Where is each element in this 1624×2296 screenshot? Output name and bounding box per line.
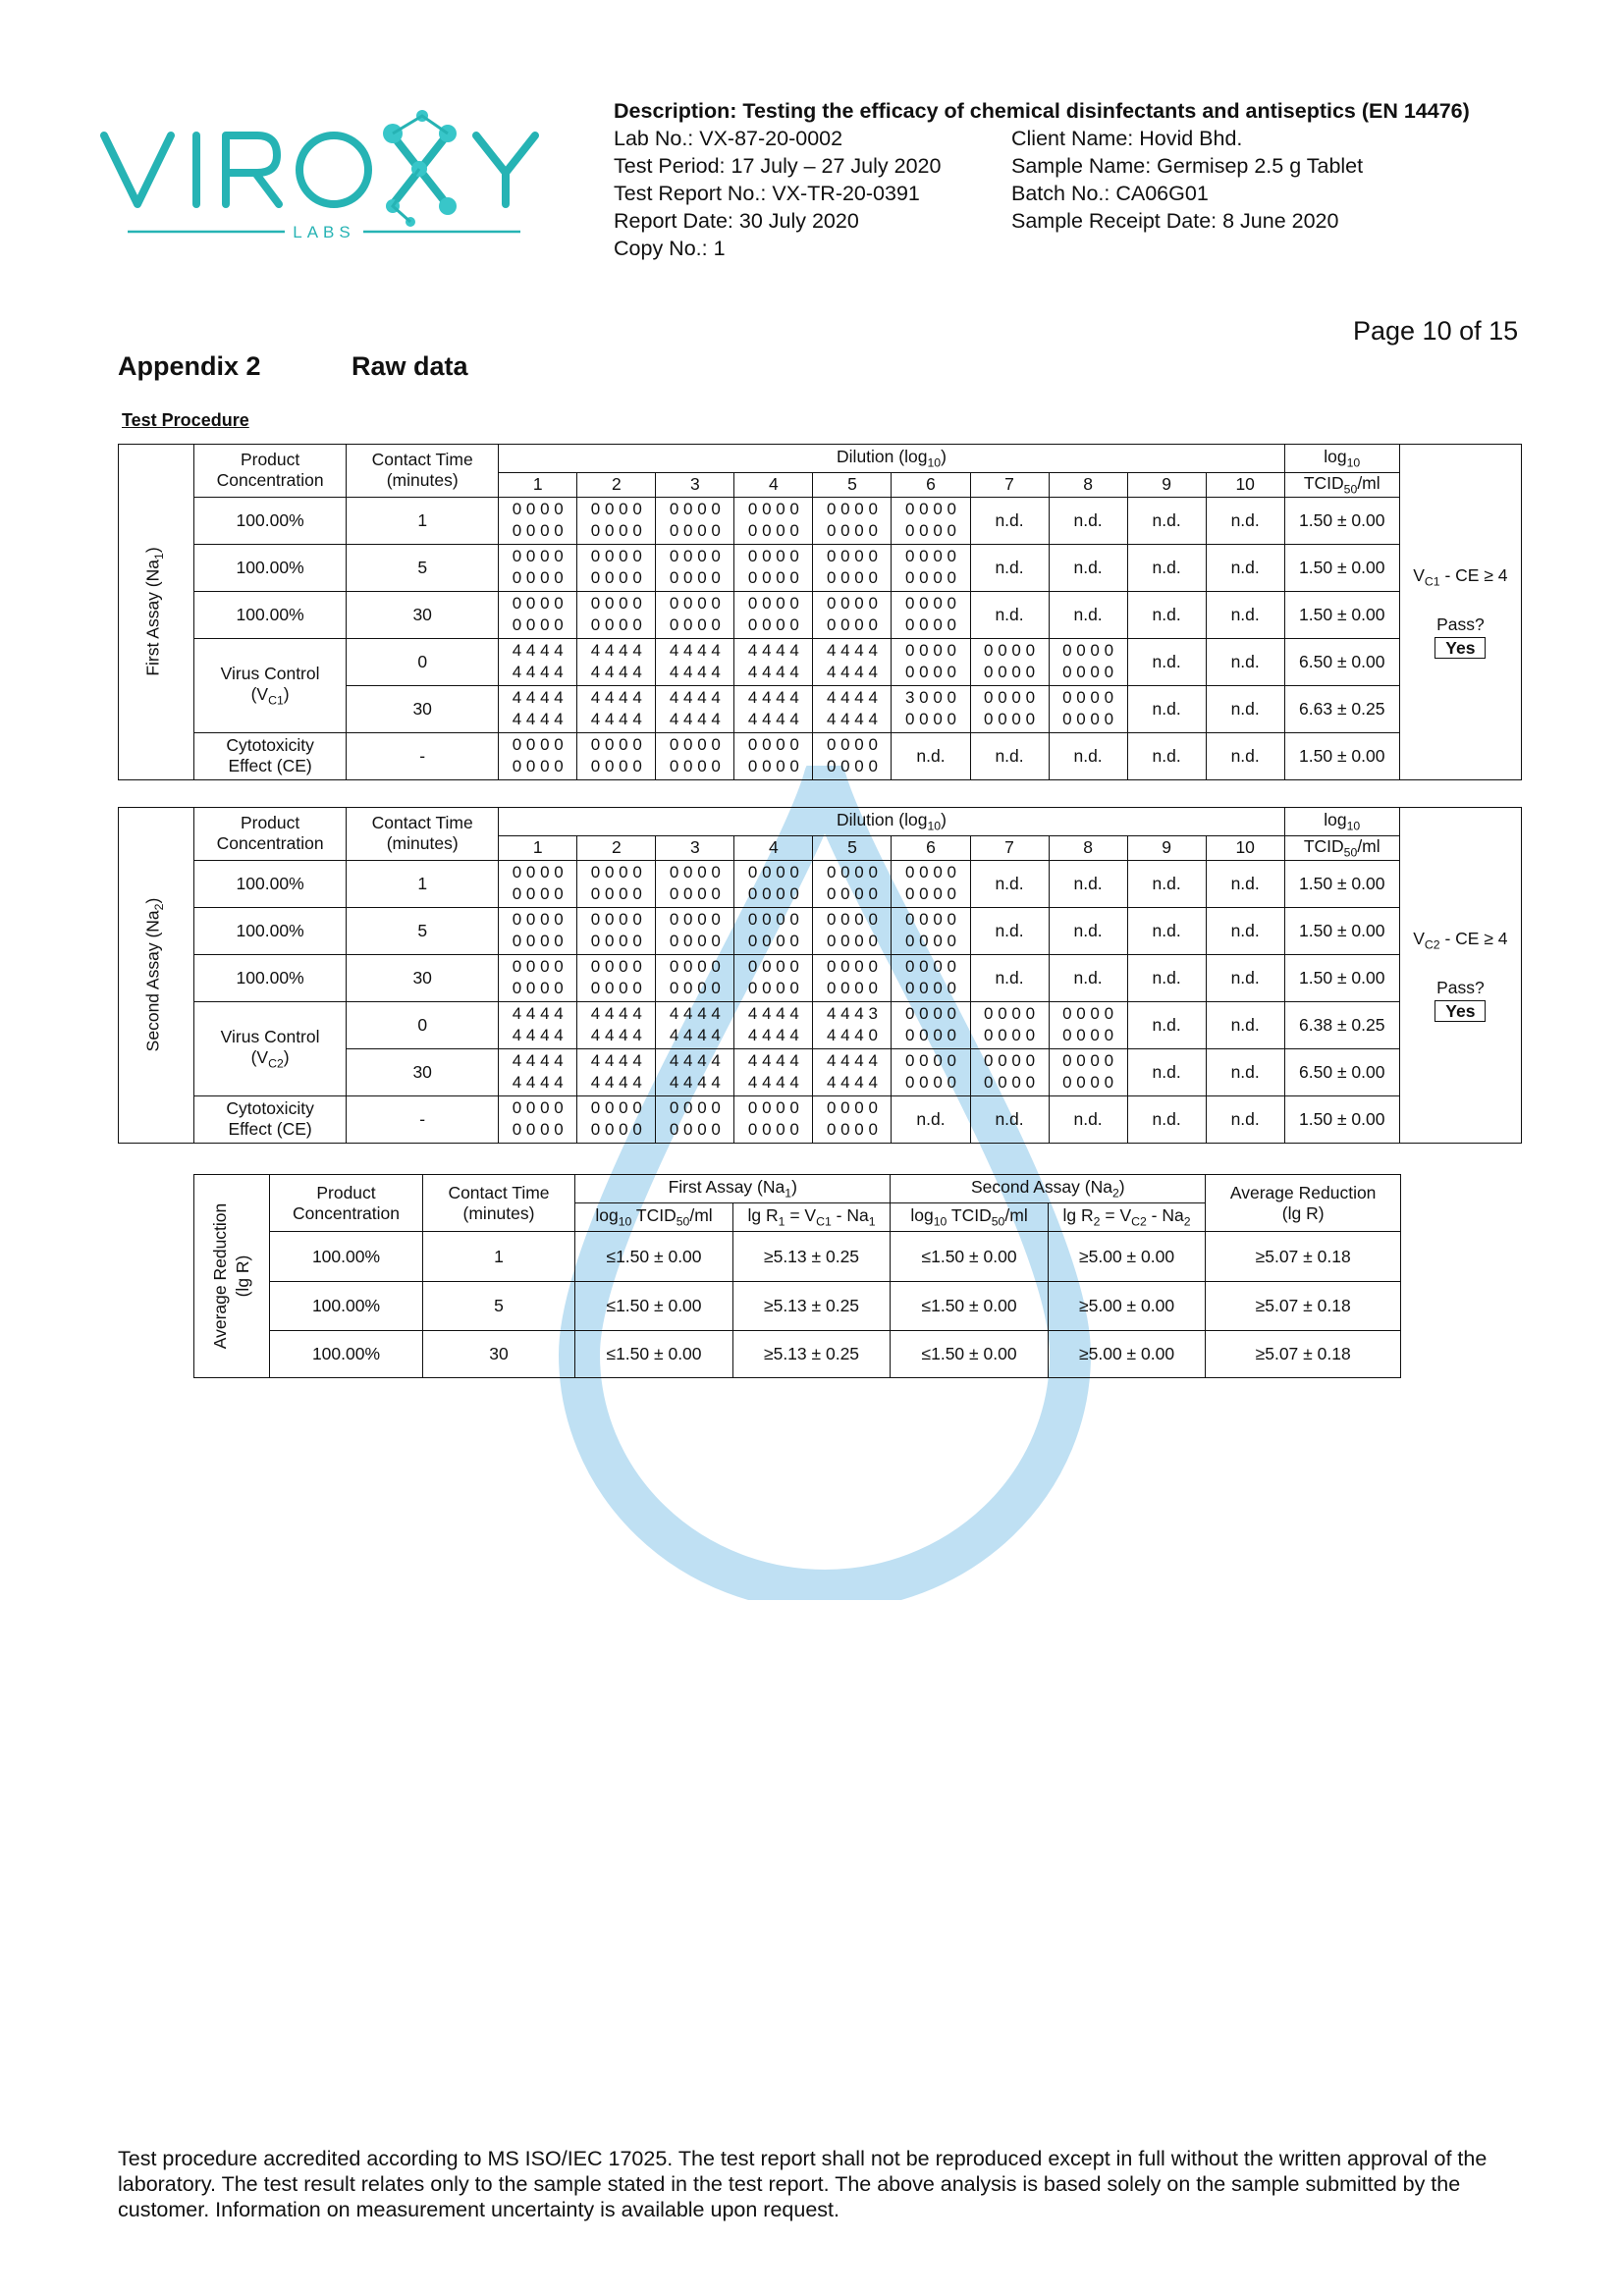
not-determined: n.d. xyxy=(1127,732,1206,779)
summary-r2: ≥5.00 ± 0.00 xyxy=(1048,1232,1206,1282)
dilution-num-10: 10 xyxy=(1206,473,1284,498)
summary-conc: 100.00% xyxy=(270,1282,423,1331)
well-readings: 4 4 4 4 4 4 4 4 xyxy=(499,685,577,732)
client-name: Client Name: Hovid Bhd. xyxy=(1011,127,1243,150)
dilution-num-9: 9 xyxy=(1127,836,1206,861)
summary-h-contact-2: (minutes) xyxy=(462,1202,535,1223)
row-tcid: 1.50 ± 0.00 xyxy=(1284,860,1399,907)
col-tcid: $TCID_{50}/ml$ xyxy=(1284,836,1399,861)
row-tcid: 1.50 ± 0.00 xyxy=(1284,591,1399,638)
row-tcid: 6.38 ± 0.25 xyxy=(1284,1001,1399,1048)
summary-header-first: First Assay $(Na_1)$ xyxy=(668,1177,797,1201)
row-time: 5 xyxy=(347,907,499,954)
well-readings: 0 0 0 0 0 0 0 0 xyxy=(499,732,577,779)
well-readings: 0 0 0 0 0 0 0 0 xyxy=(970,685,1049,732)
well-readings: 0 0 0 0 0 0 0 0 xyxy=(734,591,813,638)
not-determined: n.d. xyxy=(1127,860,1206,907)
assay-side-label xyxy=(119,808,194,1144)
well-readings: 3 0 0 0 0 0 0 0 xyxy=(892,685,970,732)
not-determined: n.d. xyxy=(970,1095,1049,1143)
row-tcid: 1.50 ± 0.00 xyxy=(1284,954,1399,1001)
row-tcid: 1.50 ± 0.00 xyxy=(1284,907,1399,954)
summary-r1: ≥5.13 ± 0.25 xyxy=(732,1282,891,1331)
summary-h-r1 xyxy=(732,1203,891,1232)
table-row xyxy=(194,1232,1401,1282)
summary-h-second xyxy=(891,1175,1206,1203)
summary-log1: ≤1.50 ± 0.00 xyxy=(575,1331,733,1378)
well-readings: 4 4 4 4 4 4 4 4 xyxy=(813,685,892,732)
table-row xyxy=(119,732,1522,779)
assay1-grid xyxy=(118,444,1522,780)
not-determined: n.d. xyxy=(1127,591,1206,638)
not-determined: n.d. xyxy=(1049,954,1127,1001)
well-readings: 4 4 4 3 4 4 4 0 xyxy=(813,1001,892,1048)
not-determined: n.d. xyxy=(1206,732,1284,779)
well-readings: 0 0 0 0 0 0 0 0 xyxy=(813,1095,892,1143)
well-readings: 4 4 4 4 4 4 4 4 xyxy=(813,1048,892,1095)
dilution-num-4: 4 xyxy=(734,836,813,861)
well-readings: 4 4 4 4 4 4 4 4 xyxy=(499,1001,577,1048)
summary-h-product-2: Concentration xyxy=(293,1202,400,1223)
row-time: - xyxy=(347,1095,499,1143)
lab-no: Lab No.: VX-87-20-0002 xyxy=(614,127,843,150)
well-readings: 0 0 0 0 0 0 0 0 xyxy=(892,860,970,907)
not-determined: n.d. xyxy=(1206,497,1284,544)
summary-side-label-line2: (lg R) xyxy=(233,1255,253,1298)
average-reduction-table xyxy=(193,1174,1401,1378)
well-readings: 0 0 0 0 0 0 0 0 xyxy=(656,497,734,544)
summary-h-log1 xyxy=(575,1203,733,1232)
col-dilution: Dilution $(\log_{10})$ xyxy=(499,808,1284,836)
not-determined: n.d. xyxy=(1206,591,1284,638)
assay-side-label-text: Second Assay $(Na_2)$ xyxy=(142,897,166,1052)
well-readings: 0 0 0 0 0 0 0 0 xyxy=(970,1048,1049,1095)
header-left xyxy=(614,125,941,262)
dilution-num-8: 8 xyxy=(1049,473,1127,498)
not-determined: n.d. xyxy=(892,1095,970,1143)
summary-header-r2: $\lg R_2 = V_{C2} - Na_2$ xyxy=(1062,1205,1191,1229)
well-readings: 4 4 4 4 4 4 4 4 xyxy=(734,638,813,685)
well-readings: 0 0 0 0 0 0 0 0 xyxy=(970,638,1049,685)
not-determined: n.d. xyxy=(1049,544,1127,591)
summary-header-second: Second Assay $(Na_2)$ xyxy=(970,1177,1125,1201)
summary-time: 30 xyxy=(422,1331,575,1378)
dilution-num-7: 7 xyxy=(970,836,1049,861)
summary-avg: ≥5.07 ± 0.18 xyxy=(1206,1232,1401,1282)
summary-side-label-line1: Average Reduction xyxy=(210,1202,231,1350)
well-readings: 4 4 4 4 4 4 4 4 xyxy=(577,1001,656,1048)
row-tcid: 1.50 ± 0.00 xyxy=(1284,1095,1399,1143)
pass-question: Pass? xyxy=(1436,614,1485,634)
summary-time: 1 xyxy=(422,1232,575,1282)
well-readings: 0 0 0 0 0 0 0 0 xyxy=(1049,638,1127,685)
row-time: 1 xyxy=(347,497,499,544)
not-determined: n.d. xyxy=(892,732,970,779)
well-readings: 4 4 4 4 4 4 4 4 xyxy=(577,1048,656,1095)
row-tcid: 6.50 ± 0.00 xyxy=(1284,638,1399,685)
col-contact: Contact Time (minutes) xyxy=(347,808,499,861)
summary-log2: ≤1.50 ± 0.00 xyxy=(891,1232,1049,1282)
well-readings: 0 0 0 0 0 0 0 0 xyxy=(1049,685,1127,732)
not-determined: n.d. xyxy=(1206,638,1284,685)
not-determined: n.d. xyxy=(970,954,1049,1001)
well-readings: 0 0 0 0 0 0 0 0 xyxy=(892,907,970,954)
col-product: Product Concentration xyxy=(194,445,347,498)
well-readings: 0 0 0 0 0 0 0 0 xyxy=(734,860,813,907)
well-readings: 0 0 0 0 0 0 0 0 xyxy=(734,497,813,544)
row-time: 5 xyxy=(347,544,499,591)
well-readings: 0 0 0 0 0 0 0 0 xyxy=(577,907,656,954)
well-readings: 0 0 0 0 0 0 0 0 xyxy=(656,544,734,591)
row-time: 1 xyxy=(347,860,499,907)
not-determined: n.d. xyxy=(1049,497,1127,544)
well-readings: 0 0 0 0 0 0 0 0 xyxy=(813,954,892,1001)
well-readings: 0 0 0 0 0 0 0 0 xyxy=(892,497,970,544)
not-determined: n.d. xyxy=(1206,544,1284,591)
not-determined: n.d. xyxy=(1127,1001,1206,1048)
header-right xyxy=(1011,125,1363,235)
row-time: 30 xyxy=(347,685,499,732)
well-readings: 0 0 0 0 0 0 0 0 xyxy=(1049,1048,1127,1095)
well-readings: 0 0 0 0 0 0 0 0 xyxy=(499,1095,577,1143)
not-determined: n.d. xyxy=(1049,1095,1127,1143)
test-procedure-heading: Test Procedure xyxy=(122,410,249,430)
col-dilution: Dilution $(\log_{10})$ xyxy=(499,445,1284,473)
not-determined: n.d. xyxy=(1206,907,1284,954)
well-readings: 4 4 4 4 4 4 4 4 xyxy=(734,1001,813,1048)
col-contact: Contact Time (minutes) xyxy=(347,445,499,498)
pass-question: Pass? xyxy=(1436,977,1485,997)
appendix-label: Appendix 2 xyxy=(118,351,261,381)
well-readings: 4 4 4 4 4 4 4 4 xyxy=(577,638,656,685)
table-row xyxy=(119,954,1522,1001)
well-readings: 4 4 4 4 4 4 4 4 xyxy=(499,1048,577,1095)
summary-r2: ≥5.00 ± 0.00 xyxy=(1048,1331,1206,1378)
summary-avg: ≥5.07 ± 0.18 xyxy=(1206,1331,1401,1378)
well-readings: 0 0 0 0 0 0 0 0 xyxy=(892,544,970,591)
well-readings: 0 0 0 0 0 0 0 0 xyxy=(734,1095,813,1143)
row-conc: 100.00% xyxy=(194,591,347,638)
well-readings: 0 0 0 0 0 0 0 0 xyxy=(499,907,577,954)
well-readings: 0 0 0 0 0 0 0 0 xyxy=(577,732,656,779)
well-readings: 0 0 0 0 0 0 0 0 xyxy=(499,544,577,591)
row-tcid: 1.50 ± 0.00 xyxy=(1284,732,1399,779)
row-tcid: 1.50 ± 0.00 xyxy=(1284,544,1399,591)
not-determined: n.d. xyxy=(1127,907,1206,954)
well-readings: 0 0 0 0 0 0 0 0 xyxy=(1049,1001,1127,1048)
summary-h-avg xyxy=(1206,1175,1401,1232)
dilution-num-5: 5 xyxy=(813,473,892,498)
well-readings: 0 0 0 0 0 0 0 0 xyxy=(577,1095,656,1143)
summary-side-label xyxy=(194,1175,270,1378)
well-readings: 0 0 0 0 0 0 0 0 xyxy=(499,591,577,638)
table-row xyxy=(194,1331,1401,1378)
summary-header-log1: $\log_{10}$ $TCID_{50}/ml$ xyxy=(595,1205,713,1229)
dilution-num-10: 10 xyxy=(1206,836,1284,861)
well-readings: 0 0 0 0 0 0 0 0 xyxy=(813,591,892,638)
summary-header-r1: $\lg R_1 = V_{C1} - Na_1$ xyxy=(747,1205,876,1229)
not-determined: n.d. xyxy=(1049,591,1127,638)
row-tcid: 6.63 ± 0.25 xyxy=(1284,685,1399,732)
well-readings: 0 0 0 0 0 0 0 0 xyxy=(813,544,892,591)
not-determined: n.d. xyxy=(970,497,1049,544)
row-conc: Cytotoxicity Effect (CE) xyxy=(194,1095,347,1143)
row-tcid: 1.50 ± 0.00 xyxy=(1284,497,1399,544)
row-conc: Cytotoxicity Effect (CE) xyxy=(194,732,347,779)
well-readings: 0 0 0 0 0 0 0 0 xyxy=(892,591,970,638)
summary-r2: ≥5.00 ± 0.00 xyxy=(1048,1282,1206,1331)
well-readings: 0 0 0 0 0 0 0 0 xyxy=(577,544,656,591)
pass-result-badge: Yes xyxy=(1435,1000,1486,1022)
row-conc: 100.00% xyxy=(194,954,347,1001)
criteria-text: $V_{C2}$ - CE ≥ 4 xyxy=(1413,929,1508,952)
pass-criteria xyxy=(1399,808,1521,1144)
summary-h-avg-1: Average Reduction xyxy=(1229,1182,1377,1202)
appendix-title: Raw data xyxy=(352,351,468,381)
not-determined: n.d. xyxy=(1127,685,1206,732)
not-determined: n.d. xyxy=(1127,638,1206,685)
summary-conc: 100.00% xyxy=(270,1331,423,1378)
page-number: Page 10 of 15 xyxy=(1353,316,1519,346)
summary-log1: ≤1.50 ± 0.00 xyxy=(575,1282,733,1331)
pass-result-badge: Yes xyxy=(1435,637,1486,659)
col-tcid: $TCID_{50}/ml$ xyxy=(1284,473,1399,498)
not-determined: n.d. xyxy=(970,907,1049,954)
row-conc: 100.00% xyxy=(194,497,347,544)
summary-h-log2 xyxy=(891,1203,1049,1232)
summary-h-product-1: Product xyxy=(316,1182,376,1202)
col-log10: $\log_{10}$ xyxy=(1284,445,1399,473)
summary-r1: ≥5.13 ± 0.25 xyxy=(732,1331,891,1378)
dilution-num-2: 2 xyxy=(577,473,656,498)
copy-no: Copy No.: 1 xyxy=(614,237,726,260)
dilution-num-7: 7 xyxy=(970,473,1049,498)
sample-receipt-date: Sample Receipt Date: 8 June 2020 xyxy=(1011,209,1339,233)
well-readings: 0 0 0 0 0 0 0 0 xyxy=(656,907,734,954)
summary-conc: 100.00% xyxy=(270,1232,423,1282)
summary-r1: ≥5.13 ± 0.25 xyxy=(732,1232,891,1282)
summary-header-log2: $\log_{10}$ $TCID_{50}/ml$ xyxy=(910,1205,1028,1229)
assay-side-label-text: First Assay $(Na_1)$ xyxy=(142,547,166,676)
well-readings: 0 0 0 0 0 0 0 0 xyxy=(577,860,656,907)
company-logo xyxy=(98,98,550,245)
assay-side-label xyxy=(119,445,194,780)
footer-note: Test procedure accredited according to MS ISO/IEC 17025. The test report shall not be reproduced except in full without the written approval of the laboratory. The test result relates only to the sample stated in the test report. The above analysis is based solely on the sample submitted by the customer. Information on measurement uncertainty is available upon request. xyxy=(118,2147,1488,2221)
not-determined: n.d. xyxy=(1127,1048,1206,1095)
dilution-num-3: 3 xyxy=(656,836,734,861)
dilution-num-8: 8 xyxy=(1049,836,1127,861)
not-determined: n.d. xyxy=(1206,1095,1284,1143)
table-row xyxy=(119,497,1522,544)
dilution-num-5: 5 xyxy=(813,836,892,861)
dilution-num-6: 6 xyxy=(892,836,970,861)
assay2-grid xyxy=(118,807,1522,1144)
well-readings: 0 0 0 0 0 0 0 0 xyxy=(656,1095,734,1143)
report-date: Report Date: 30 July 2020 xyxy=(614,209,859,233)
well-readings: 0 0 0 0 0 0 0 0 xyxy=(577,954,656,1001)
well-readings: 4 4 4 4 4 4 4 4 xyxy=(656,638,734,685)
test-report-no: Test Report No.: VX-TR-20-0391 xyxy=(614,182,920,205)
summary-log2: ≤1.50 ± 0.00 xyxy=(891,1331,1049,1378)
well-readings: 0 0 0 0 0 0 0 0 xyxy=(656,732,734,779)
summary-avg: ≥5.07 ± 0.18 xyxy=(1206,1282,1401,1331)
summary-h-r2 xyxy=(1048,1203,1206,1232)
well-readings: 0 0 0 0 0 0 0 0 xyxy=(892,638,970,685)
not-determined: n.d. xyxy=(970,732,1049,779)
well-readings: 0 0 0 0 0 0 0 0 xyxy=(813,860,892,907)
dilution-num-4: 4 xyxy=(734,473,813,498)
not-determined: n.d. xyxy=(1049,907,1127,954)
sample-name: Sample Name: Germisep 2.5 g Tablet xyxy=(1011,154,1364,178)
well-readings: 4 4 4 4 4 4 4 4 xyxy=(577,685,656,732)
not-determined: n.d. xyxy=(1049,732,1127,779)
not-determined: n.d. xyxy=(970,860,1049,907)
row-time: 0 xyxy=(347,638,499,685)
not-determined: n.d. xyxy=(1206,1048,1284,1095)
well-readings: 0 0 0 0 0 0 0 0 xyxy=(813,907,892,954)
dilution-num-1: 1 xyxy=(499,836,577,861)
not-determined: n.d. xyxy=(970,544,1049,591)
row-conc: 100.00% xyxy=(194,907,347,954)
col-product: Product Concentration xyxy=(194,808,347,861)
well-readings: 0 0 0 0 0 0 0 0 xyxy=(577,591,656,638)
summary-log2: ≤1.50 ± 0.00 xyxy=(891,1282,1049,1331)
table-row xyxy=(119,591,1522,638)
row-conc: 100.00% xyxy=(194,544,347,591)
table-row xyxy=(119,1001,1522,1048)
table-row xyxy=(119,860,1522,907)
summary-h-product xyxy=(270,1175,423,1232)
well-readings: 0 0 0 0 0 0 0 0 xyxy=(499,497,577,544)
row-conc: Virus Control $(V_{C1})$ xyxy=(194,638,347,732)
not-determined: n.d. xyxy=(1127,497,1206,544)
well-readings: 0 0 0 0 0 0 0 0 xyxy=(656,591,734,638)
row-tcid: 6.50 ± 0.00 xyxy=(1284,1048,1399,1095)
well-readings: 0 0 0 0 0 0 0 0 xyxy=(656,954,734,1001)
dilution-num-3: 3 xyxy=(656,473,734,498)
dilution-num-6: 6 xyxy=(892,473,970,498)
well-readings: 0 0 0 0 0 0 0 0 xyxy=(813,497,892,544)
dilution-num-1: 1 xyxy=(499,473,577,498)
summary-time: 5 xyxy=(422,1282,575,1331)
well-readings: 0 0 0 0 0 0 0 0 xyxy=(892,1001,970,1048)
table-row xyxy=(119,638,1522,685)
well-readings: 4 4 4 4 4 4 4 4 xyxy=(734,685,813,732)
not-determined: n.d. xyxy=(1206,685,1284,732)
well-readings: 0 0 0 0 0 0 0 0 xyxy=(892,954,970,1001)
well-readings: 4 4 4 4 4 4 4 4 xyxy=(813,638,892,685)
well-readings: 4 4 4 4 4 4 4 4 xyxy=(499,638,577,685)
summary-h-contact xyxy=(422,1175,575,1232)
well-readings: 4 4 4 4 4 4 4 4 xyxy=(734,1048,813,1095)
dilution-num-2: 2 xyxy=(577,836,656,861)
row-time: 30 xyxy=(347,1048,499,1095)
header-description: Description: Testing the efficacy of chemical disinfectants and antiseptics (EN 14476) xyxy=(614,99,1470,123)
not-determined: n.d. xyxy=(1049,860,1127,907)
not-determined: n.d. xyxy=(1127,954,1206,1001)
criteria-text: $V_{C1}$ - CE ≥ 4 xyxy=(1413,565,1508,589)
table-row xyxy=(119,544,1522,591)
dilution-num-9: 9 xyxy=(1127,473,1206,498)
pass-criteria xyxy=(1399,445,1521,780)
summary-h-contact-1: Contact Time xyxy=(448,1182,550,1202)
row-time: - xyxy=(347,732,499,779)
well-readings: 0 0 0 0 0 0 0 0 xyxy=(892,1048,970,1095)
well-readings: 0 0 0 0 0 0 0 0 xyxy=(499,860,577,907)
row-time: 30 xyxy=(347,954,499,1001)
not-determined: n.d. xyxy=(1206,954,1284,1001)
row-time: 30 xyxy=(347,591,499,638)
not-determined: n.d. xyxy=(970,591,1049,638)
summary-log1: ≤1.50 ± 0.00 xyxy=(575,1232,733,1282)
well-readings: 4 4 4 4 4 4 4 4 xyxy=(656,1048,734,1095)
well-readings: 4 4 4 4 4 4 4 4 xyxy=(656,1001,734,1048)
row-conc: 100.00% xyxy=(194,860,347,907)
not-determined: n.d. xyxy=(1127,544,1206,591)
well-readings: 0 0 0 0 0 0 0 0 xyxy=(656,860,734,907)
logo-sub: LABS xyxy=(293,223,355,241)
well-readings: 4 4 4 4 4 4 4 4 xyxy=(656,685,734,732)
row-time: 0 xyxy=(347,1001,499,1048)
batch-no: Batch No.: CA06G01 xyxy=(1011,182,1209,205)
col-log10: $\log_{10}$ xyxy=(1284,808,1399,836)
row-conc: Virus Control $(V_{C2})$ xyxy=(194,1001,347,1095)
summary-h-first xyxy=(575,1175,891,1203)
summary-h-avg-2: (lg R) xyxy=(1281,1202,1325,1223)
well-readings: 0 0 0 0 0 0 0 0 xyxy=(734,732,813,779)
table-row xyxy=(194,1282,1401,1331)
well-readings: 0 0 0 0 0 0 0 0 xyxy=(499,954,577,1001)
not-determined: n.d. xyxy=(1206,1001,1284,1048)
well-readings: 0 0 0 0 0 0 0 0 xyxy=(577,497,656,544)
well-readings: 0 0 0 0 0 0 0 0 xyxy=(734,954,813,1001)
not-determined: n.d. xyxy=(1206,860,1284,907)
table-row xyxy=(119,907,1522,954)
well-readings: 0 0 0 0 0 0 0 0 xyxy=(813,732,892,779)
not-determined: n.d. xyxy=(1127,1095,1206,1143)
well-readings: 0 0 0 0 0 0 0 0 xyxy=(734,907,813,954)
table-row xyxy=(119,1095,1522,1143)
well-readings: 0 0 0 0 0 0 0 0 xyxy=(970,1001,1049,1048)
well-readings: 0 0 0 0 0 0 0 0 xyxy=(734,544,813,591)
test-period: Test Period: 17 July – 27 July 2020 xyxy=(614,154,942,178)
